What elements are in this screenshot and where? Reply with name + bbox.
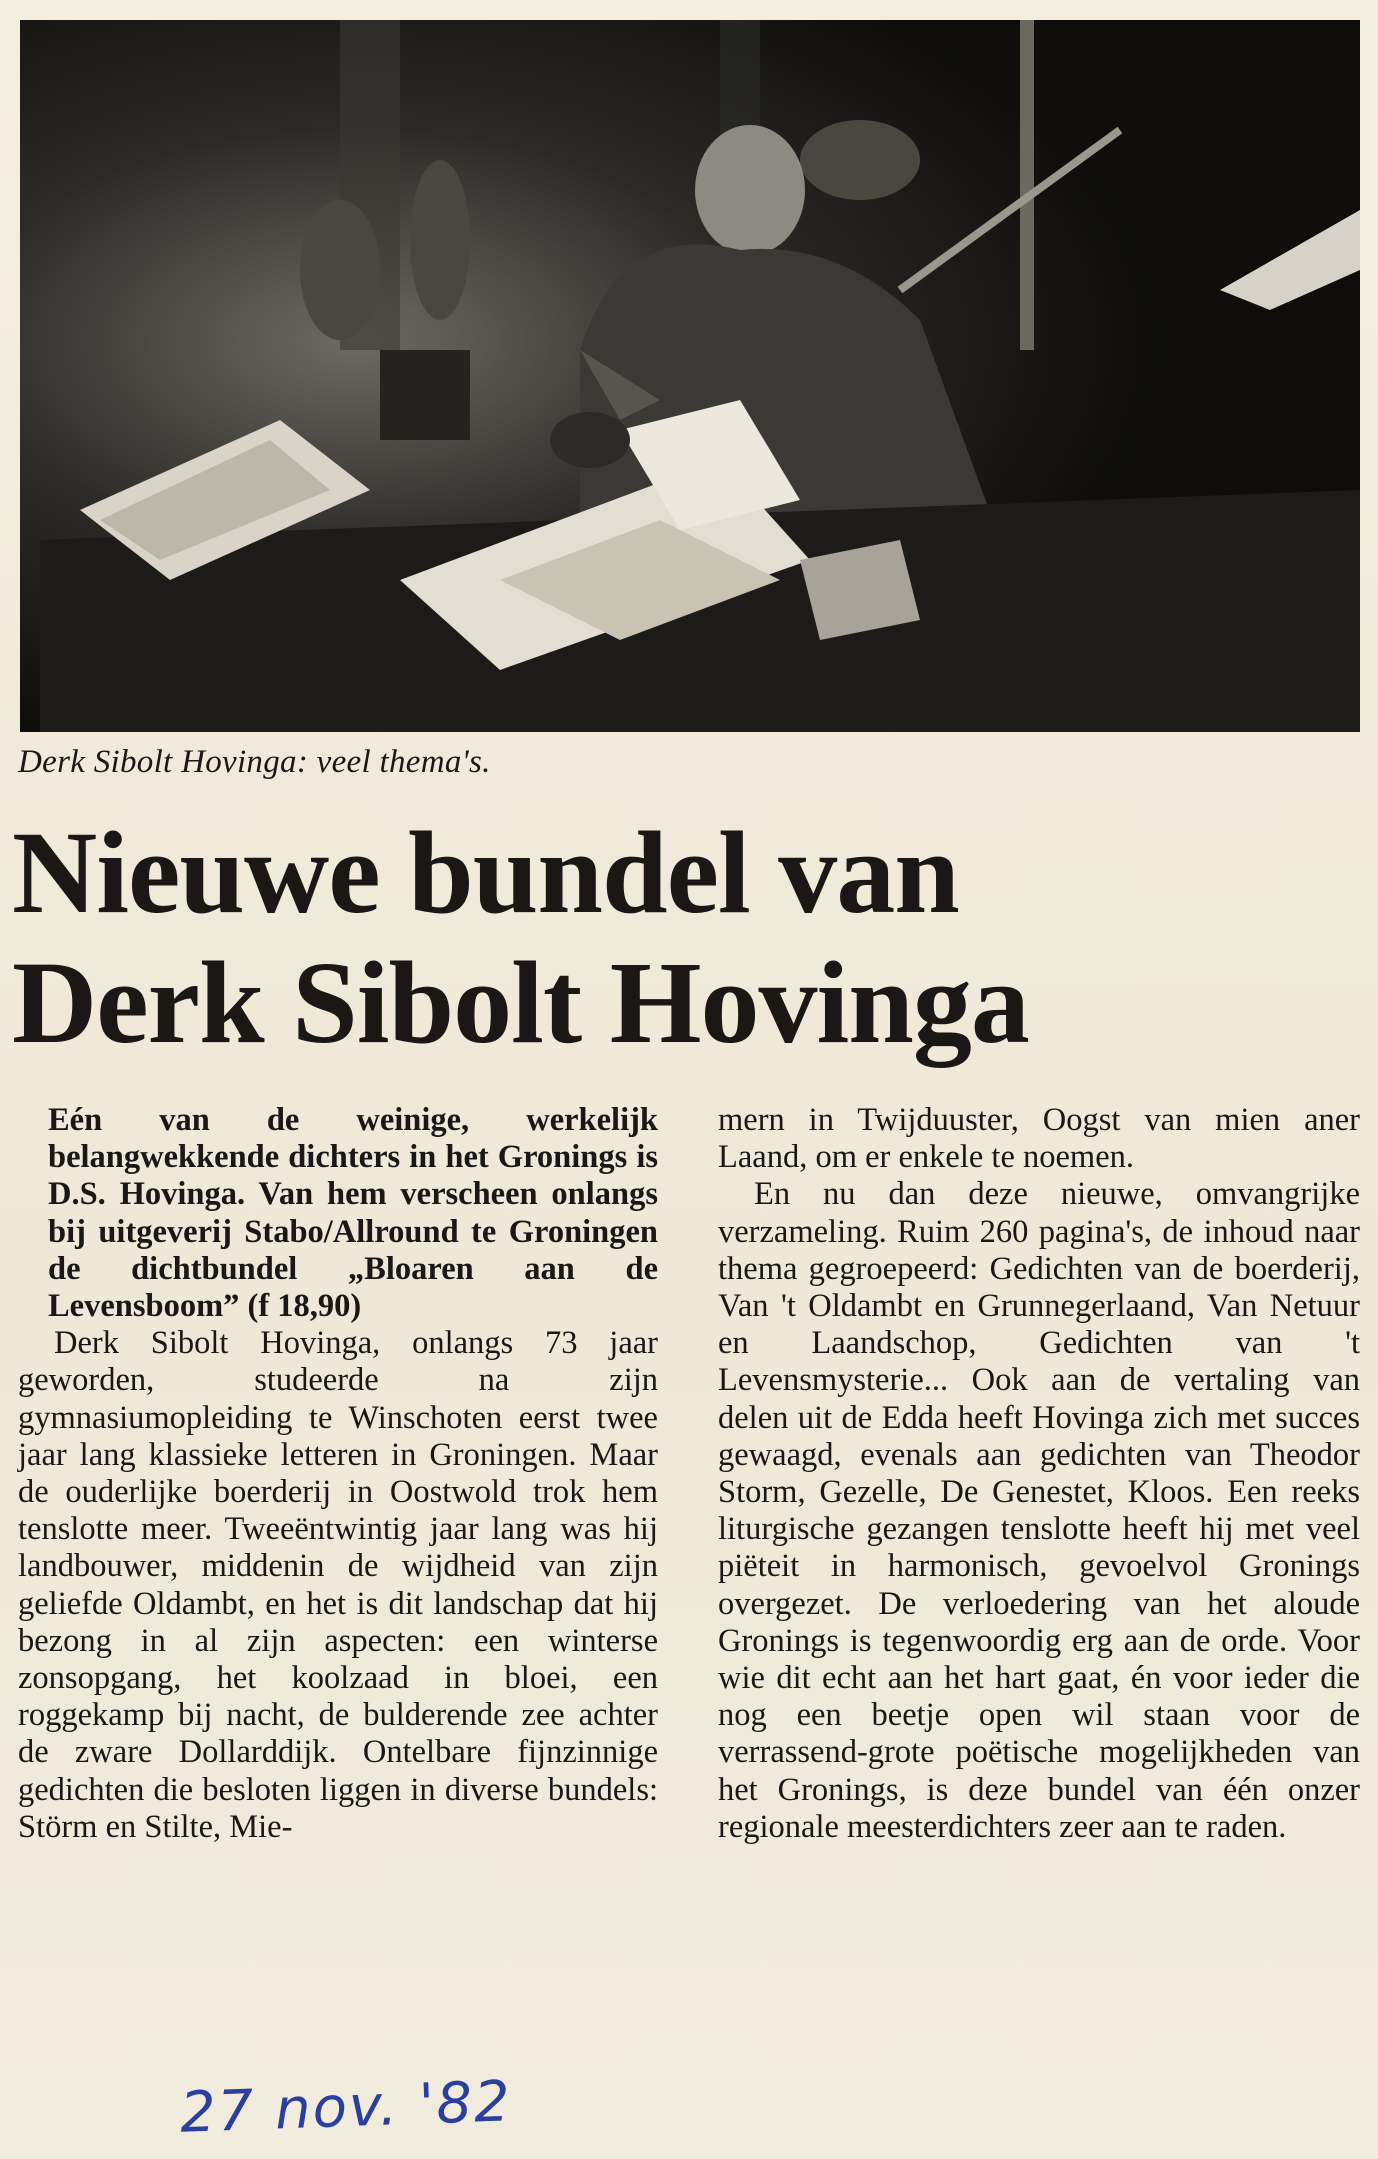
article-body-left: Derk Sibolt Hovinga, onlangs 73 jaar geworden, studeerde na zijn gymnasiumopleiding te Winschoten eerst twee jaar lang klassieke letteren in Groningen. Maar de ouderlijke boerderij in Oostwold trok hem tenslotte meer. Tweeëntwintig jaar lang was hij landbouwer, middenin de wijdheid van zijn geliefde Oldambt, en het is dit landschap dat hij bezong in al zijn aspecten: een winterse zonsopgang, het koolzaad in bloei, een roggekamp bij nacht, de bulderende zee achter de zware Dollarddijk. Ontelbare fijnzinnige gedichten die besloten liggen in diverse bundels: Störm en Stilte, Mie- xyxy=(18,1325,658,1845)
headline-line-2: Derk Sibolt Hovinga xyxy=(12,937,1029,1068)
photo-man-at-desk-icon xyxy=(20,20,1360,732)
article-lead: Eén van de weinige, werkelijk belangwekkende dichters in het Gronings is D.S. Hovinga. Van hem verscheen onlangs bij uitgeverij Stabo/Allround te Groningen de dichtbundel „Bloaren aan de Levensboom” (f 18,90) xyxy=(48,1102,658,1325)
article-headline xyxy=(12,808,1352,1068)
article-body-right-1: mern in Twijduuster, Oogst van mien aner Laand, om er enkele te noemen. xyxy=(718,1102,1360,1176)
article-column-right xyxy=(718,1102,1360,1846)
handwritten-date: 27 nov. '82 xyxy=(178,2069,513,2146)
headline-line-1: Nieuwe bundel van xyxy=(12,807,959,938)
photo-caption: Derk Sibolt Hovinga: veel thema's. xyxy=(18,744,491,780)
article-photo xyxy=(20,20,1360,732)
article-column-left xyxy=(18,1102,658,1846)
article-body-right-2: En nu dan deze nieuwe, omvangrijke verzameling. Ruim 260 pagina's, de inhoud naar thema gegroepeerd: Gedichten van de boerderij, Van 't Oldambt en Grunnegerlaand, Van Netuur en Laandschop, Gedichten van 't Levensmysterie... Ook aan de vertaling van delen uit de Edda heeft Hovinga zich met succes gewaagd, evenals aan gedichten van Theodor Storm, Gezelle, De Genestet, Kloos. Een reeks liturgische gezangen tenslotte heeft hij met veel piëteit in harmonisch, gevoelvol Gronings overgezet. De verloedering van het aloude Gronings is tegenwoordig erg aan de orde. Voor wie dit echt aan het hart gaat, én voor ieder die nog een beetje open wil staan voor de verrassend-grote poëtische mogelijkheden van het Gronings, is deze bundel van één onzer regionale meesterdichters zeer aan te raden. xyxy=(718,1176,1360,1845)
